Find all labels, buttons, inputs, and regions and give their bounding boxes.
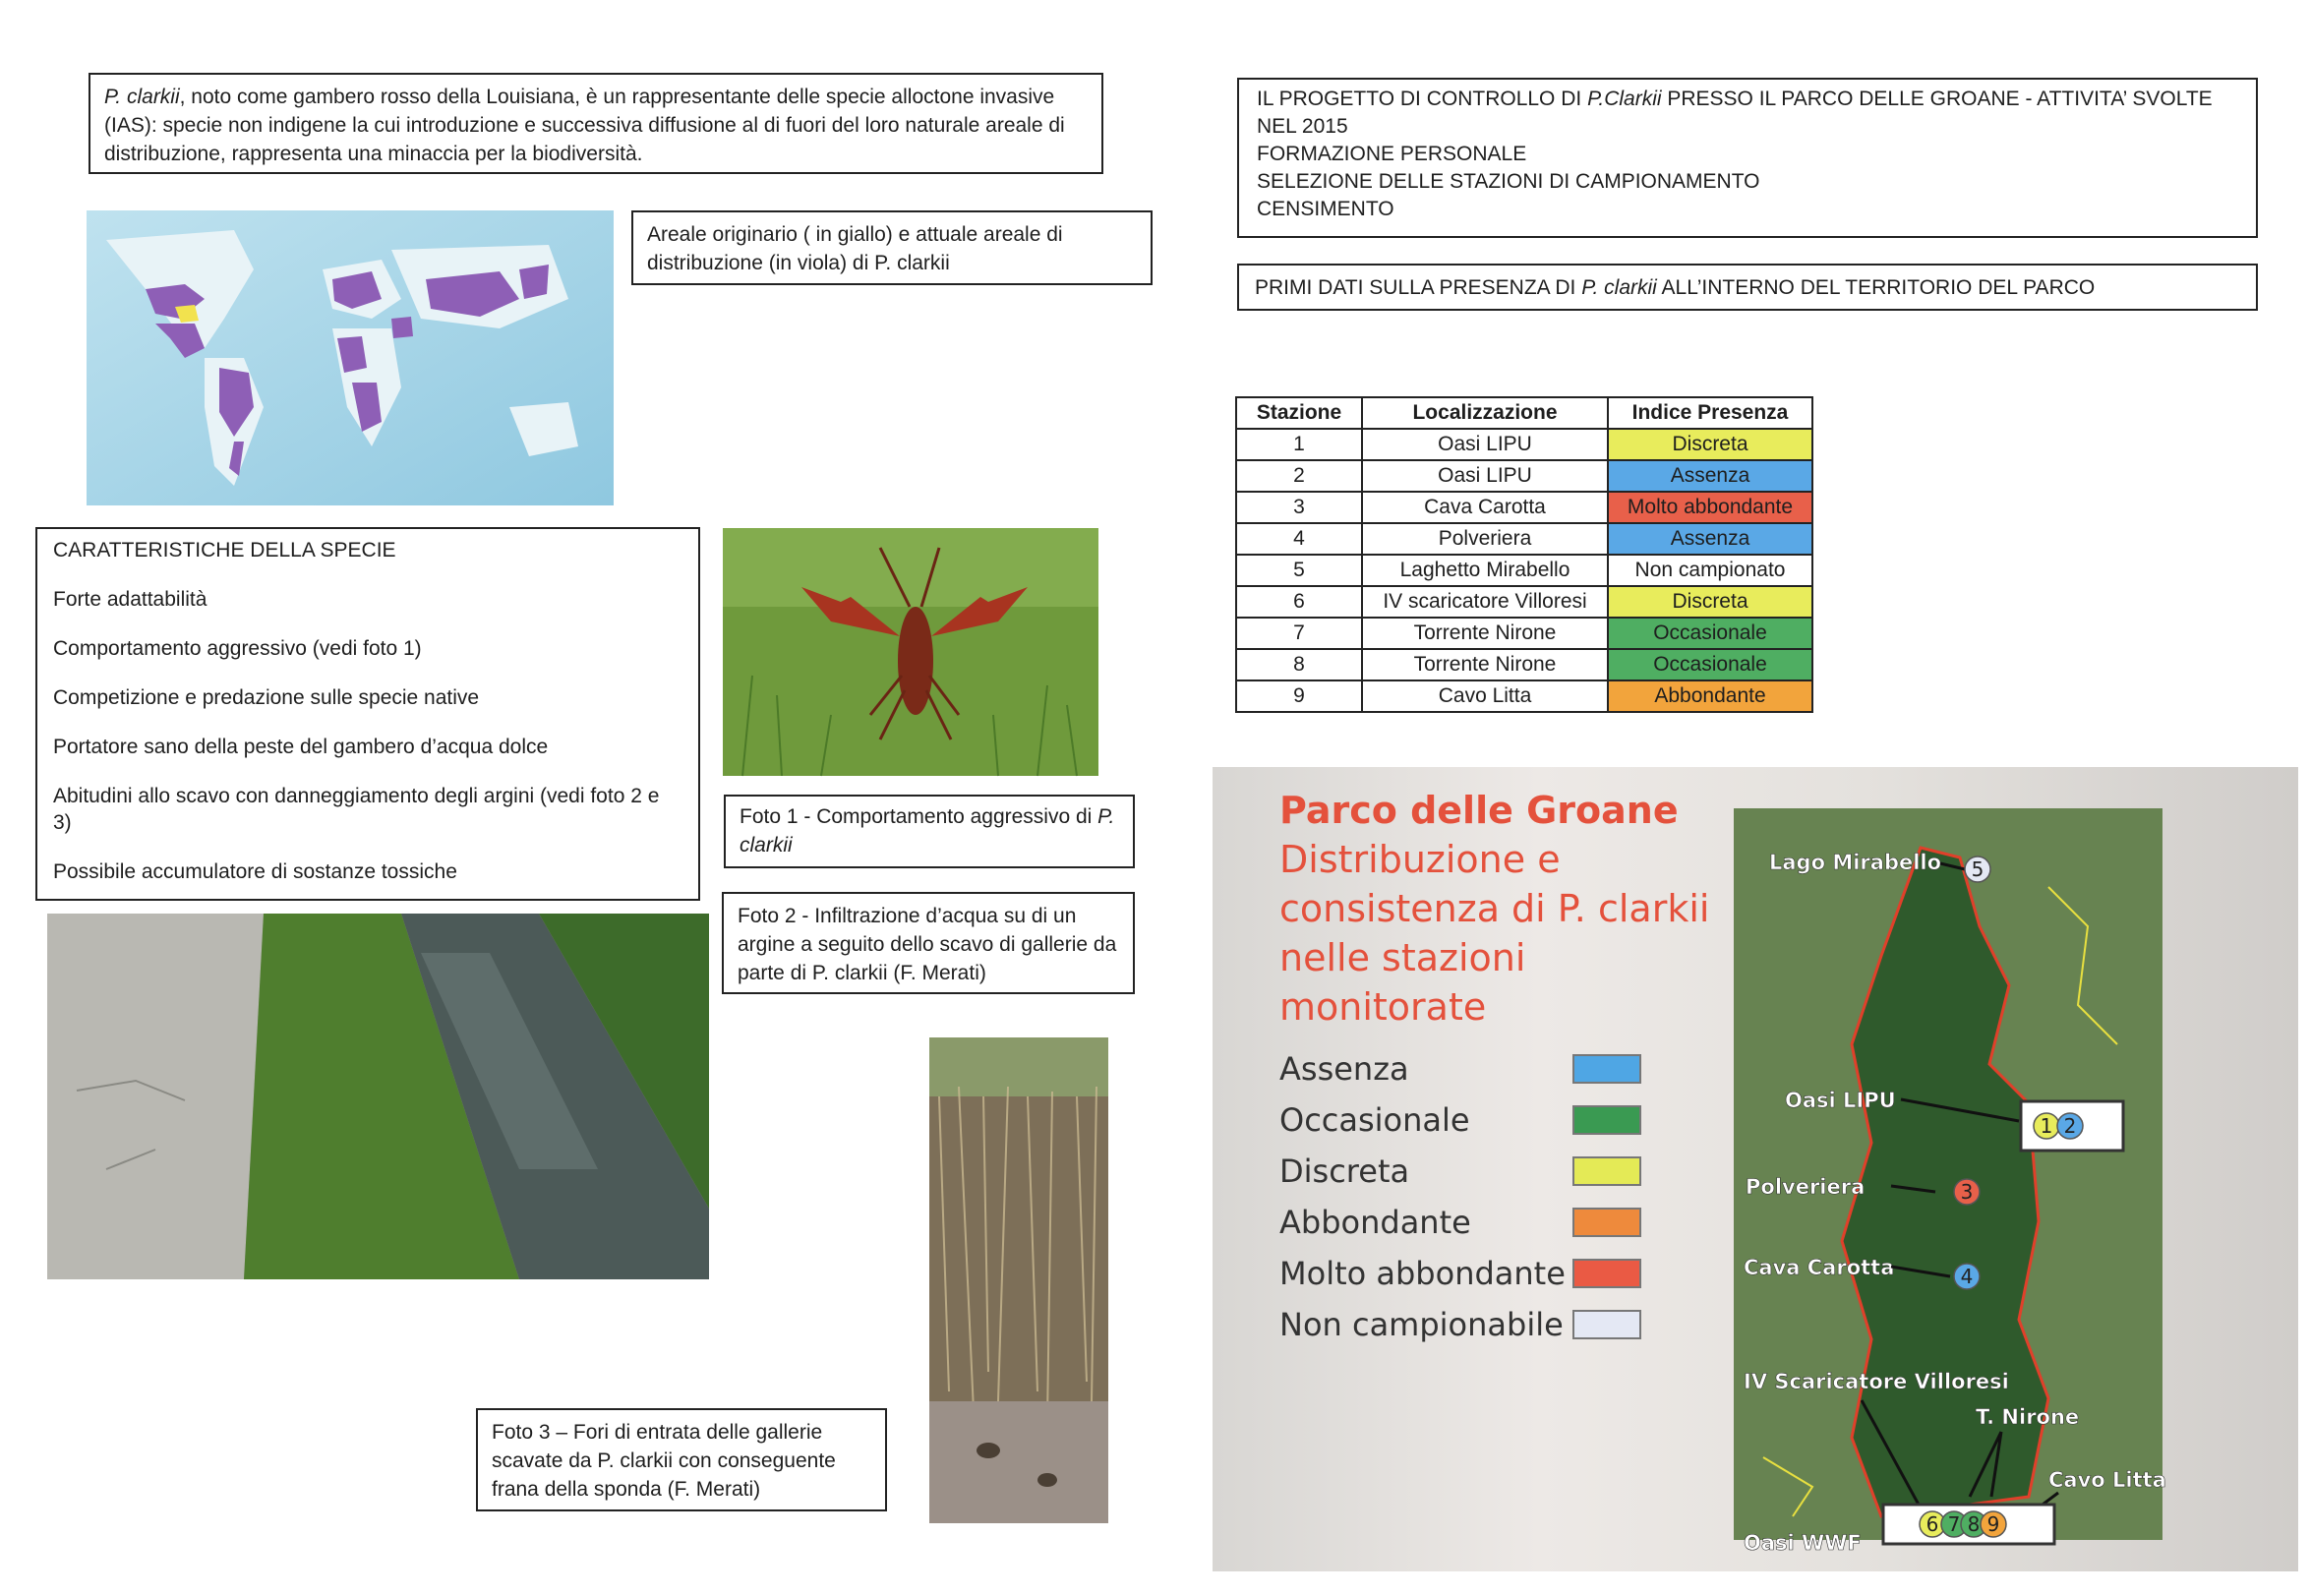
table-row xyxy=(1236,460,1812,492)
legend-swatch xyxy=(1572,1156,1641,1186)
legend-item: Occasionale xyxy=(1279,1101,1673,1141)
intro-box xyxy=(89,73,1103,174)
station-dot-label: 8 xyxy=(1967,1512,1981,1536)
caption-foto2-text: Foto 2 - Infiltrazione d’acqua su di un argine a seguito dello scavo di gallerie da parte di P. clarkii (F. Merati) xyxy=(738,905,1117,984)
photo-bank xyxy=(929,1037,1108,1523)
presence-index: Molto abbondante xyxy=(1608,492,1812,523)
legend-swatch xyxy=(1572,1208,1641,1237)
caption-foto2 xyxy=(722,892,1135,994)
station-number: 6 xyxy=(1236,586,1362,618)
station-location: Laghetto Mirabello xyxy=(1362,555,1608,586)
trait-item: Portatore sano della peste del gambero d’acqua dolce xyxy=(53,736,549,758)
map-subtitle-4: monitorate xyxy=(1279,985,1487,1029)
legend-item: Assenza xyxy=(1279,1050,1673,1090)
presence-index: Assenza xyxy=(1608,523,1812,555)
legend-swatch xyxy=(1572,1310,1641,1339)
table-row xyxy=(1236,492,1812,523)
legend-swatch xyxy=(1572,1259,1641,1288)
station-number: 8 xyxy=(1236,649,1362,680)
legend-item: Discreta xyxy=(1279,1153,1673,1192)
project-line1: IL PROGETTO DI CONTROLLO DI P.Clarkii PRESSO IL PARCO DELLE GROANE - ATTIVITA’ SVOLTE NEL 2015 xyxy=(1257,88,2213,138)
presence-index: Assenza xyxy=(1608,460,1812,492)
svg-text:T. Nirone: T. Nirone xyxy=(1976,1405,2080,1429)
table-row xyxy=(1236,586,1812,618)
species-traits-box xyxy=(35,527,700,901)
station-dot-label: 6 xyxy=(1925,1512,1939,1536)
station-number: 7 xyxy=(1236,618,1362,649)
presence-index: Occasionale xyxy=(1608,649,1812,680)
presence-index: Abbondante xyxy=(1608,680,1812,712)
table-row xyxy=(1236,523,1812,555)
first-data-box: PRIMI DATI SULLA PRESENZA DI P. clarkii ALL’INTERNO DEL TERRITORIO DEL PARCO xyxy=(1237,264,2258,311)
table-header-row xyxy=(1236,397,1812,429)
trait-item: Competizione e predazione sulle specie native xyxy=(53,686,480,709)
presence-index: Occasionale xyxy=(1608,618,1812,649)
range-caption xyxy=(631,210,1153,285)
svg-text:IV Scaricatore Villoresi: IV Scaricatore Villoresi xyxy=(1744,1370,2009,1393)
map-subtitle-1: Distribuzione e xyxy=(1279,838,1561,881)
stations-table xyxy=(1235,396,1813,713)
map-subtitle-2: consistenza di P. clarkii xyxy=(1279,887,1710,930)
station-dot-label: 1 xyxy=(2040,1114,2053,1138)
station-location: Oasi LIPU xyxy=(1362,460,1608,492)
station-location: Cavo Litta xyxy=(1362,680,1608,712)
station-number: 4 xyxy=(1236,523,1362,555)
station-location: IV scaricatore Villoresi xyxy=(1362,586,1608,618)
traits-heading: CARATTERISTICHE DELLA SPECIE xyxy=(53,539,396,562)
station-location: Torrente Nirone xyxy=(1362,649,1608,680)
presence-index: Non campionato xyxy=(1608,555,1812,586)
header-localizzazione: Localizzazione xyxy=(1362,397,1608,429)
aerial-map xyxy=(1734,808,2166,1555)
legend-swatch xyxy=(1572,1054,1641,1084)
station-location: Torrente Nirone xyxy=(1362,618,1608,649)
table-row xyxy=(1236,649,1812,680)
range-caption-text: Areale originario ( in giallo) e attuale areale di distribuzione (in viola) di P. clarkii xyxy=(647,223,1063,274)
photo-ditch xyxy=(47,914,709,1279)
intro-species: P. clarkii xyxy=(104,86,180,108)
project-line3: SELEZIONE DELLE STAZIONI DI CAMPIONAMENTO xyxy=(1257,170,1760,193)
table-row xyxy=(1236,618,1812,649)
caption-foto3 xyxy=(476,1408,887,1511)
station-dot-label: 3 xyxy=(1960,1180,1974,1204)
legend-swatch xyxy=(1572,1105,1641,1135)
presence-index: Discreta xyxy=(1608,586,1812,618)
legend-item: Abbondante xyxy=(1279,1204,1673,1243)
svg-text:Cava Carotta: Cava Carotta xyxy=(1744,1256,1895,1279)
presence-index: Discreta xyxy=(1608,429,1812,460)
station-dot-label: 4 xyxy=(1960,1265,1974,1288)
station-location: Polveriera xyxy=(1362,523,1608,555)
caption-foto1 xyxy=(724,795,1135,868)
station-dot-label: 2 xyxy=(2063,1114,2077,1138)
table-row xyxy=(1236,680,1812,712)
project-box xyxy=(1237,78,2258,238)
groane-map-panel xyxy=(1213,767,2298,1571)
svg-text:Oasi LIPU: Oasi LIPU xyxy=(1785,1089,1896,1112)
photo-crayfish xyxy=(723,528,1098,776)
svg-text:Lago Mirabello: Lago Mirabello xyxy=(1769,851,1942,874)
trait-item: Abitudini allo scavo con danneggiamento degli argini (vedi foto 2 e 3) xyxy=(53,785,660,834)
trait-item: Comportamento aggressivo (vedi foto 1) xyxy=(53,637,422,660)
svg-text:Oasi WWF: Oasi WWF xyxy=(1744,1531,1862,1555)
station-number: 1 xyxy=(1236,429,1362,460)
caption-foto1-text: Foto 1 - Comportamento aggressivo di xyxy=(740,805,1098,828)
trait-item: Forte adattabilità xyxy=(53,588,207,611)
map-title: Parco delle Groane xyxy=(1279,789,1679,832)
table-row xyxy=(1236,555,1812,586)
station-number: 5 xyxy=(1236,555,1362,586)
svg-text:Cavo Litta: Cavo Litta xyxy=(2048,1468,2166,1492)
svg-text:Polveriera: Polveriera xyxy=(1746,1175,1866,1199)
station-number: 3 xyxy=(1236,492,1362,523)
project-line2: FORMAZIONE PERSONALE xyxy=(1257,143,1527,165)
caption-foto1-species: P. clarkii xyxy=(740,805,1115,857)
station-dot-label: 9 xyxy=(1986,1512,2000,1536)
map-subtitle-3: nelle stazioni xyxy=(1279,936,1526,979)
project-line4: CENSIMENTO xyxy=(1257,198,1394,220)
world-range-map xyxy=(87,210,614,505)
station-number: 2 xyxy=(1236,460,1362,492)
table-row xyxy=(1236,429,1812,460)
station-location: Oasi LIPU xyxy=(1362,429,1608,460)
trait-item: Possibile accumulatore di sostanze tossiche xyxy=(53,860,457,883)
station-dot-label: 5 xyxy=(1971,857,1984,881)
station-dot-label: 7 xyxy=(1947,1512,1961,1536)
header-indice: Indice Presenza xyxy=(1608,397,1812,429)
intro-text: , noto come gambero rosso della Louisiana, è un rappresentante delle specie alloctone invasive (IAS): specie non indigene la cui introduzione e successiva diffusione al di fuori del loro naturale areale di distribuzione, rappresenta una minaccia per la biodiversità. xyxy=(104,86,1065,165)
station-location: Cava Carotta xyxy=(1362,492,1608,523)
header-stazione: Stazione xyxy=(1236,397,1362,429)
caption-foto3-text: Foto 3 – Fori di entrata delle gallerie scavate da P. clarkii con conseguente frana della sponda (F. Merati) xyxy=(492,1421,836,1501)
legend-item: Non campionabile xyxy=(1279,1306,1673,1345)
legend-item: Molto abbondante xyxy=(1279,1255,1673,1294)
station-number: 9 xyxy=(1236,680,1362,712)
